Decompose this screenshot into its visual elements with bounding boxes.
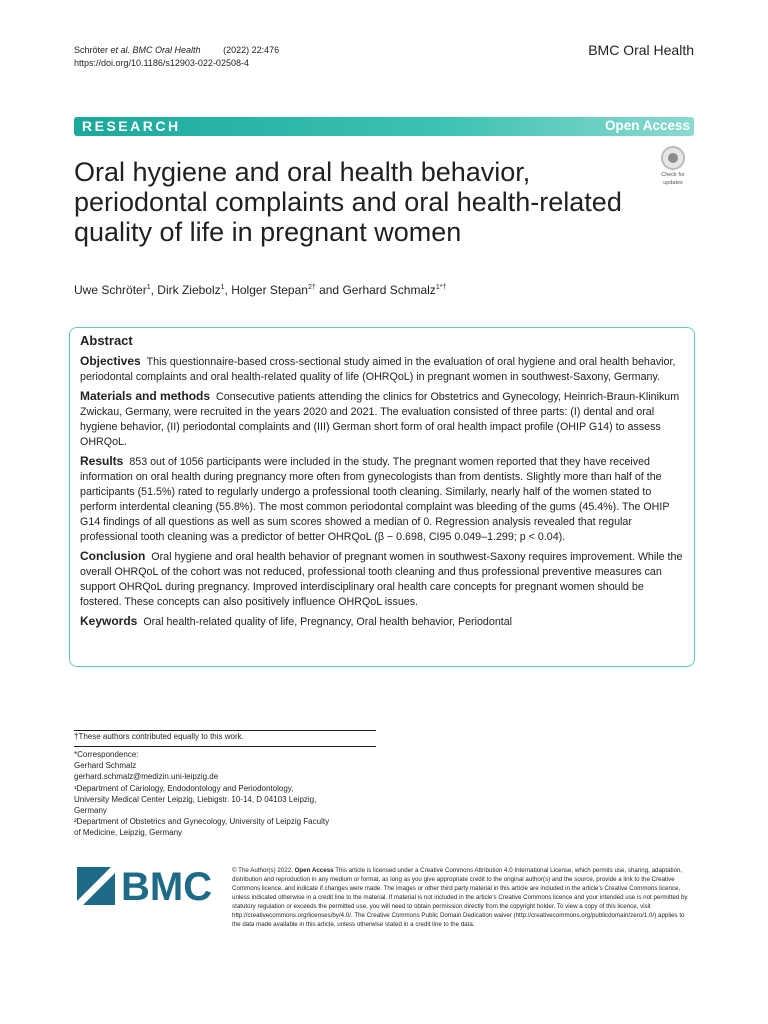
correspondence-block	[74, 749, 329, 839]
license-text	[232, 866, 694, 929]
copyright: © The Author(s) 2022.	[232, 867, 293, 874]
license-open-access: Open Access	[294, 867, 334, 874]
author-separator: ,	[150, 283, 158, 297]
check-updates-line1: Check for	[661, 172, 685, 178]
section-text: This questionnaire-based cross-sectional study aimed in the evaluation of oral hygiene and oral health behavior, periodontal complaints and oral health-related quality of life (OHRQoL) in pregnant women in southwest-Saxony, Germany.	[80, 356, 676, 383]
citation-line	[74, 44, 279, 57]
license-link-cc0[interactable]: http://creativecommons.org/publicdomain/zero/1.0/	[515, 912, 655, 919]
footnote-divider	[74, 746, 376, 747]
journal-name: BMC Oral Health	[588, 42, 694, 58]
abstract-results	[80, 454, 685, 545]
section-text: Consecutive patients attending the clinics for Obstetrics and Gynecology, Heinrich-Braun-Klinikum Zwickau, Germany, were recruited in the years 2020 and 2021. The evaluation consisted of three parts: (I) dental and oral hygiene behavior, (II) periodontal complaints and (III) German short form of oral health impact profile (OHIP G14) to assess OHRQoL.	[80, 391, 680, 448]
bmc-logo	[77, 867, 213, 905]
affiliation-2-cont: of Medicine, Leipzig, Germany	[74, 828, 183, 838]
article-title: Oral hygiene and oral health behavior, periodontal complaints and oral health-related quality of life in pregnant women	[74, 157, 622, 247]
license-body-3: ) applies to the data made available in this article, unless otherwise stated in a credit line to the data.	[232, 912, 685, 928]
section-heading: Results	[80, 454, 124, 468]
affiliation-1: ¹Department of Cariology, Endodontology and Periodontology,	[74, 783, 294, 793]
author-name: Dirk Ziebolz	[157, 283, 221, 297]
research-label: RESEARCH	[82, 118, 181, 134]
doi-link[interactable]: https://doi.org/10.1186/s12903-022-02508-4	[74, 58, 249, 68]
abstract-conclusion	[80, 549, 685, 610]
citation-journal: et al. BMC Oral Health	[110, 45, 201, 55]
section-text: Oral health-related quality of life, Pregnancy, Oral health behavior, Periodontal	[143, 616, 513, 628]
check-updates-line2: updates	[663, 180, 683, 186]
section-heading: Materials and methods	[80, 389, 211, 403]
author-affiliation: 1*†	[435, 284, 447, 291]
author-affiliation: 1	[220, 284, 225, 291]
affiliation-2: ²Department of Obstetrics and Gynecology, University of Leipzig Faculty	[74, 817, 330, 827]
affiliation-1-country: Germany	[74, 806, 107, 816]
license-body: This article is licensed under a Creative Commons Attribution 4.0 International License, which permits use, sharing, adaptation, distribution and reproduction in any medium or format, as long as you give appropriate credit to the original author(s) and the source, provide a link to the Creative Commons licence, and indicate if changes were made. The images or other third party material in this article are included in the article's Creative Commons licence, unless indicated otherwise in a credit line to the material. If material is not included in the article's Creative Commons licence and your intended use is not permitted by statutory regulation or exceeds the permitted use, you will need to obtain permission directly from the copyright holder. To view a copy of this licence, visit	[232, 867, 688, 910]
abstract-objectives	[80, 354, 685, 385]
license-link-cc-by[interactable]: http://creativecommons.org/licenses/by/4.0/	[232, 912, 351, 919]
section-text: 853 out of 1056 participants were included in the study. The pregnant women reported that they have received information on oral health during pregnancy more often from gynecologists than from dentists. Slightly more than half of the participants (51.5%) rated to regularly undergo a professional tooth cleaning. Similarly, nearly half of the women stated to perform interdental cleaning (55.8%). The most common periodontal complaint was bleeding of the gums (45.4%). The OHIP G14 findings of all questions as well as sum scores showed a median of 0. Regression analysis revealed that regular professional tooth cleaning was a predictor of better OHRQoL (β − 0.698, CI95 0.049–1.299; p < 0.04).	[80, 456, 670, 543]
citation-header	[74, 44, 279, 70]
abstract	[80, 333, 685, 634]
license-body-2: . The Creative Commons Public Domain Dedication waiver (	[351, 912, 516, 919]
equal-contribution-note: †These authors contributed equally to this work.	[74, 732, 244, 741]
citation-authors: Schröter	[74, 45, 109, 55]
bmc-logo-mark	[77, 867, 213, 905]
section-heading: Keywords	[80, 614, 138, 628]
author-separator: ,	[224, 283, 232, 297]
open-access-label: Open Access	[604, 118, 690, 133]
section-heading: Conclusion	[80, 549, 146, 563]
check-for-updates-badge[interactable]	[654, 146, 692, 186]
author-affiliation: 1	[146, 284, 151, 291]
author-list	[74, 283, 446, 297]
author-name: Gerhard Schmalz	[342, 283, 436, 297]
abstract-heading: Abstract	[80, 333, 133, 348]
author-name: Holger Stepan	[231, 283, 308, 297]
citation-volume: (2022) 22:476	[223, 45, 280, 55]
logo-wordmark: BMC	[121, 867, 213, 905]
affiliation-1-cont: University Medical Center Leipzig, Liebigstr. 10-14, D 04103 Leipzig,	[74, 794, 317, 804]
correspondence-name: Gerhard Schmalz	[74, 761, 137, 771]
section-heading: Objectives	[80, 354, 141, 368]
author-and: and	[315, 283, 343, 297]
abstract-keywords	[80, 614, 685, 630]
section-text: Oral hygiene and oral health behavior of pregnant women in southwest-Saxony requires improvement. While the overall OHRQoL of the cohort was not reduced, professional tooth cleaning and thus professional preventive measures can support OHRQoL during pregnancy. Improved interdisciplinary oral health care concepts for pregnant women should be fostered. These concepts can also positively influence OHRQoL issues.	[80, 551, 683, 608]
correspondence-email[interactable]: gerhard.schmalz@medizin.uni-leipzig.de	[74, 772, 219, 782]
abstract-methods	[80, 389, 685, 450]
author-name: Uwe Schröter	[74, 283, 147, 297]
correspondence-label: *Correspondence:	[74, 750, 139, 759]
research-banner	[74, 117, 694, 136]
check-updates-icon	[661, 146, 685, 170]
author-affiliation: 2†	[307, 284, 316, 291]
